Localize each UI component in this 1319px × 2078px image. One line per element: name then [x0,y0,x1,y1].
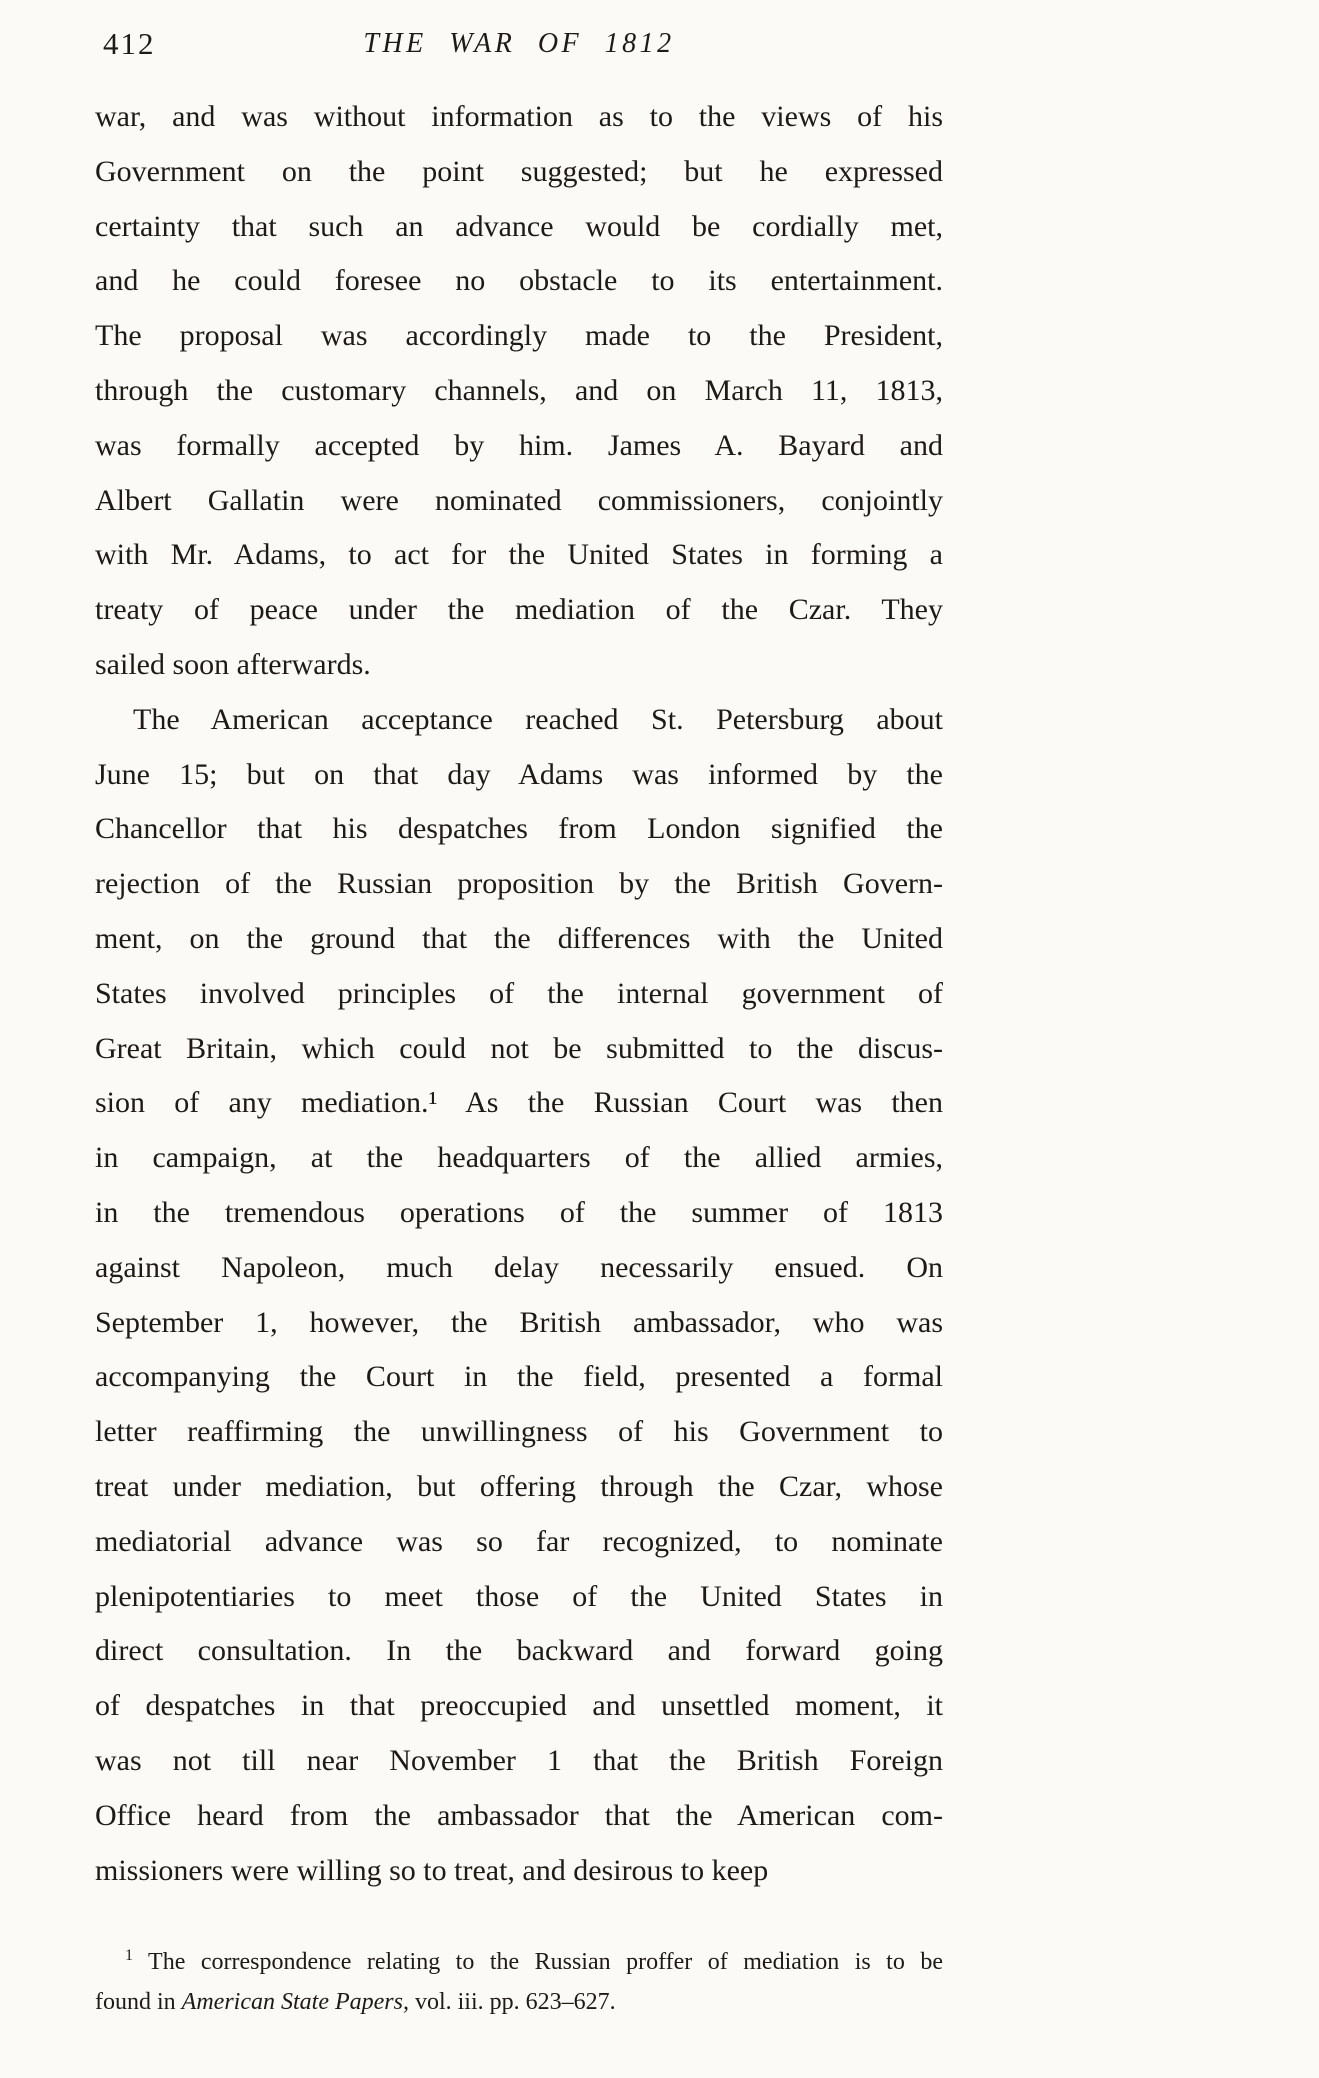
running-title: THE WAR OF 1812 [363,28,675,59]
text-line: war, and was without information as to the views of his [95,100,943,133]
text-line: Office heard from the ambassador that the American com- [95,1798,943,1832]
text-line: The proposal was accordingly made to the President, [95,319,943,353]
footnote-text: vol. iii. pp. 623–627. [408,1989,616,2015]
text-line: The American acceptance reached St. Petersburg about [133,702,943,736]
text-line: was not till near November 1 that the British Foreign [95,1743,943,1777]
footnote-line [95,1982,943,2022]
text-line: in campaign, at the headquarters of the allied armies, [95,1141,943,1175]
text-line: September 1, however, the British ambassador, who was [95,1305,943,1339]
text-line: was formally accepted by him. James A. Bayard and [95,428,943,462]
text-line: certainty that such an advance would be cordially met, [95,209,943,243]
paragraph-continuation [95,90,943,693]
text-line: treaty of peace under the mediation of the Czar. They [95,593,943,627]
text-line: ment, on the ground that the differences with the United [95,921,943,955]
text-line: with Mr. Adams, to act for the United States in forming a [95,538,943,572]
footnote-text: found in [95,1989,182,2015]
text-line: Government on the point suggested; but he expressed [95,154,943,188]
text-line: plenipotentiaries to meet those of the United States in [95,1579,943,1613]
text-line: States involved principles of the internal government of [95,976,943,1010]
text-line: mediatorial advance was so far recognized, to nominate [95,1524,943,1558]
text-line: through the customary channels, and on March 11, 1813, [95,373,943,407]
text-line: against Napoleon, much delay necessarily ensued. On [95,1250,943,1284]
text-line: and he could foresee no obstacle to its entertainment. [95,264,943,298]
paragraph [95,693,943,1899]
text-line: in the tremendous operations of the summer of 1813 [95,1195,943,1229]
footnote [95,1936,943,2022]
footnote-marker: 1 [125,1947,133,1964]
text-line: direct consultation. In the backward and forward going [95,1634,943,1668]
running-head [95,24,943,76]
text-line: letter reaffirming the unwillingness of his Government to [95,1415,943,1449]
text-line: June 15; but on that day Adams was informed by the [95,757,943,791]
page-number: 412 [103,26,156,61]
text-line: of despatches in that preoccupied and unsettled moment, it [95,1689,943,1723]
text-line: treat under mediation, but offering through the Czar, whose [95,1469,943,1503]
text-line: missioners were willing so to treat, and desirous to keep [95,1853,769,1887]
text-line: Albert Gallatin were nominated commissioners, conjointly [95,483,943,517]
footnote-line [95,1936,943,1982]
text-line: accompanying the Court in the field, presented a formal [95,1360,943,1394]
text-line: Great Britain, which could not be submitted to the discus- [95,1031,943,1065]
text-line: rejection of the Russian proposition by the British Govern- [95,867,943,901]
footnote-text: The correspondence relating to the Russian proffer of mediation is to be [148,1949,943,1975]
footnote-book-title: American State Papers, [181,1989,409,2015]
text-line: sion of any mediation.¹ As the Russian Court was then [95,1086,943,1120]
text-line: sailed soon afterwards. [95,647,371,681]
body-text [95,90,943,1898]
text-line: Chancellor that his despatches from London signified the [95,812,943,846]
